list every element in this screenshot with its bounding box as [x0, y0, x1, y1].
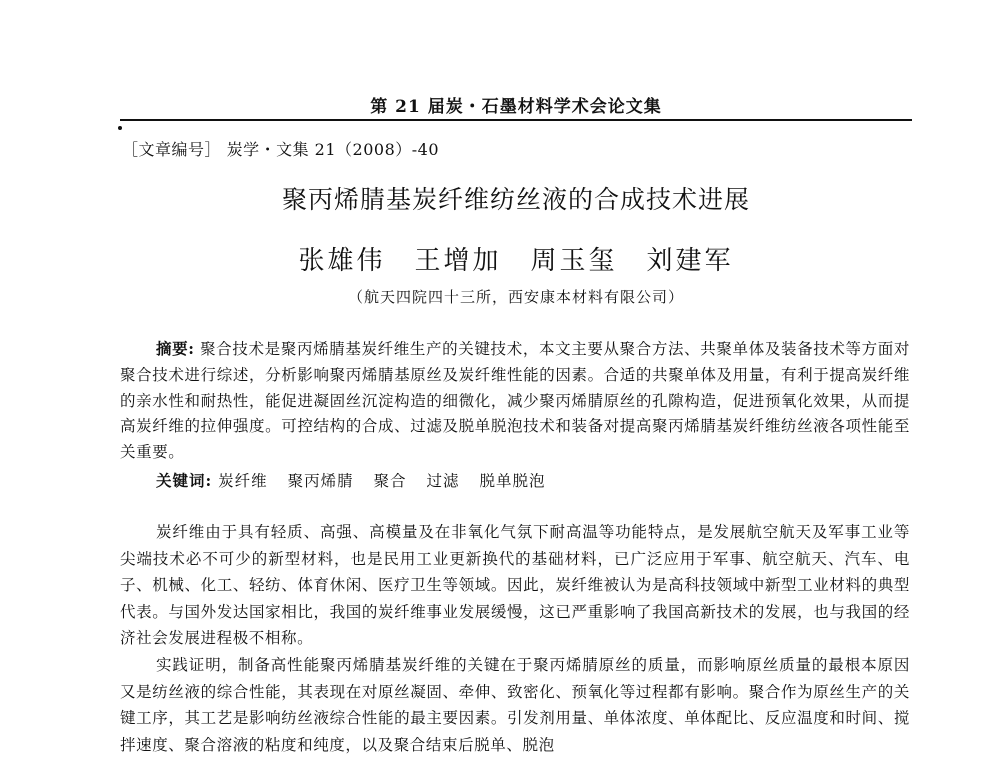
keyword: 过滤	[426, 472, 460, 490]
abstract	[120, 336, 910, 466]
abstract-text: 聚合技术是聚丙烯腈基炭纤维生产的关键技术，本文主要从聚合方法、共聚单体及装备技术等方面对聚合技术进行综述，分析影响聚丙烯腈基原丝及炭纤维性能的因素。合适的共聚单体及用量，有利于提高炭纤维的亲水性和耐热性，能促进凝固丝沉淀构造的细微化，减少聚丙烯腈原丝的孔隙构造，促进预氧化效果，从而提高炭纤维的拉伸强度。可控结构的合成、过滤及脱单脱泡技术和装备对提高聚丙烯腈基炭纤维纺丝液各项性能至关重要。	[120, 340, 910, 462]
scan-dot	[118, 126, 122, 130]
paper-authors: 张雄伟 王增加 周玉玺 刘建军	[298, 246, 734, 276]
header-rule	[120, 119, 912, 121]
keyword: 脱单脱泡	[479, 472, 546, 490]
keyword: 聚丙烯腈	[287, 472, 354, 490]
body-text	[120, 519, 910, 758]
running-header: 第 21 届炭・石墨材料学术会论文集	[370, 97, 662, 117]
paper-title: 聚丙烯腈基炭纤维纺丝液的合成技术进展	[281, 185, 750, 214]
keywords	[156, 469, 560, 491]
keyword: 炭纤维	[218, 472, 268, 490]
body-paragraph: 实践证明，制备高性能聚丙烯腈基炭纤维的关键在于聚丙烯腈原丝的质量，而影响原丝质量的最根本原因又是纺丝液的综合性能，其表现在对原丝凝固、牵伸、致密化、预氧化等过程都有影响。聚合作为原丝生产的关键工序，其工艺是影响纺丝液综合性能的最主要因素。引发剂用量、单体浓度、单体配比、反应温度和时间、搅拌速度、聚合溶液的粘度和纯度，以及聚合结束后脱单、脱泡	[120, 655, 910, 754]
abstract-label: 摘要:	[156, 339, 195, 358]
author-affiliation: （航天四院四十三所，西安康本材料有限公司）	[347, 288, 684, 306]
body-paragraph: 炭纤维由于具有轻质、高强、高模量及在非氧化气氛下耐高温等功能特点，是发展航空航天及军事工业等尖端技术必不可少的新型材料，也是民用工业更新换代的基础材料，已广泛应用于军事、航空航天、汽车、电子、机械、化工、轻纺、体育休闲、医疗卫生等领域。因此，炭纤维被认为是高科技领域中新型工业材料的典型代表。与国外发达国家相比，我国的炭纤维事业发展缓慢，这已严重影响了我国高新技术的发展，也与我国的经济社会发展进程极不相称。	[120, 523, 910, 648]
keyword: 聚合	[373, 472, 407, 490]
article-number: ［文章编号］ 炭学・文集 21（2008）-40	[122, 140, 440, 159]
keywords-label: 关键词:	[156, 471, 213, 490]
